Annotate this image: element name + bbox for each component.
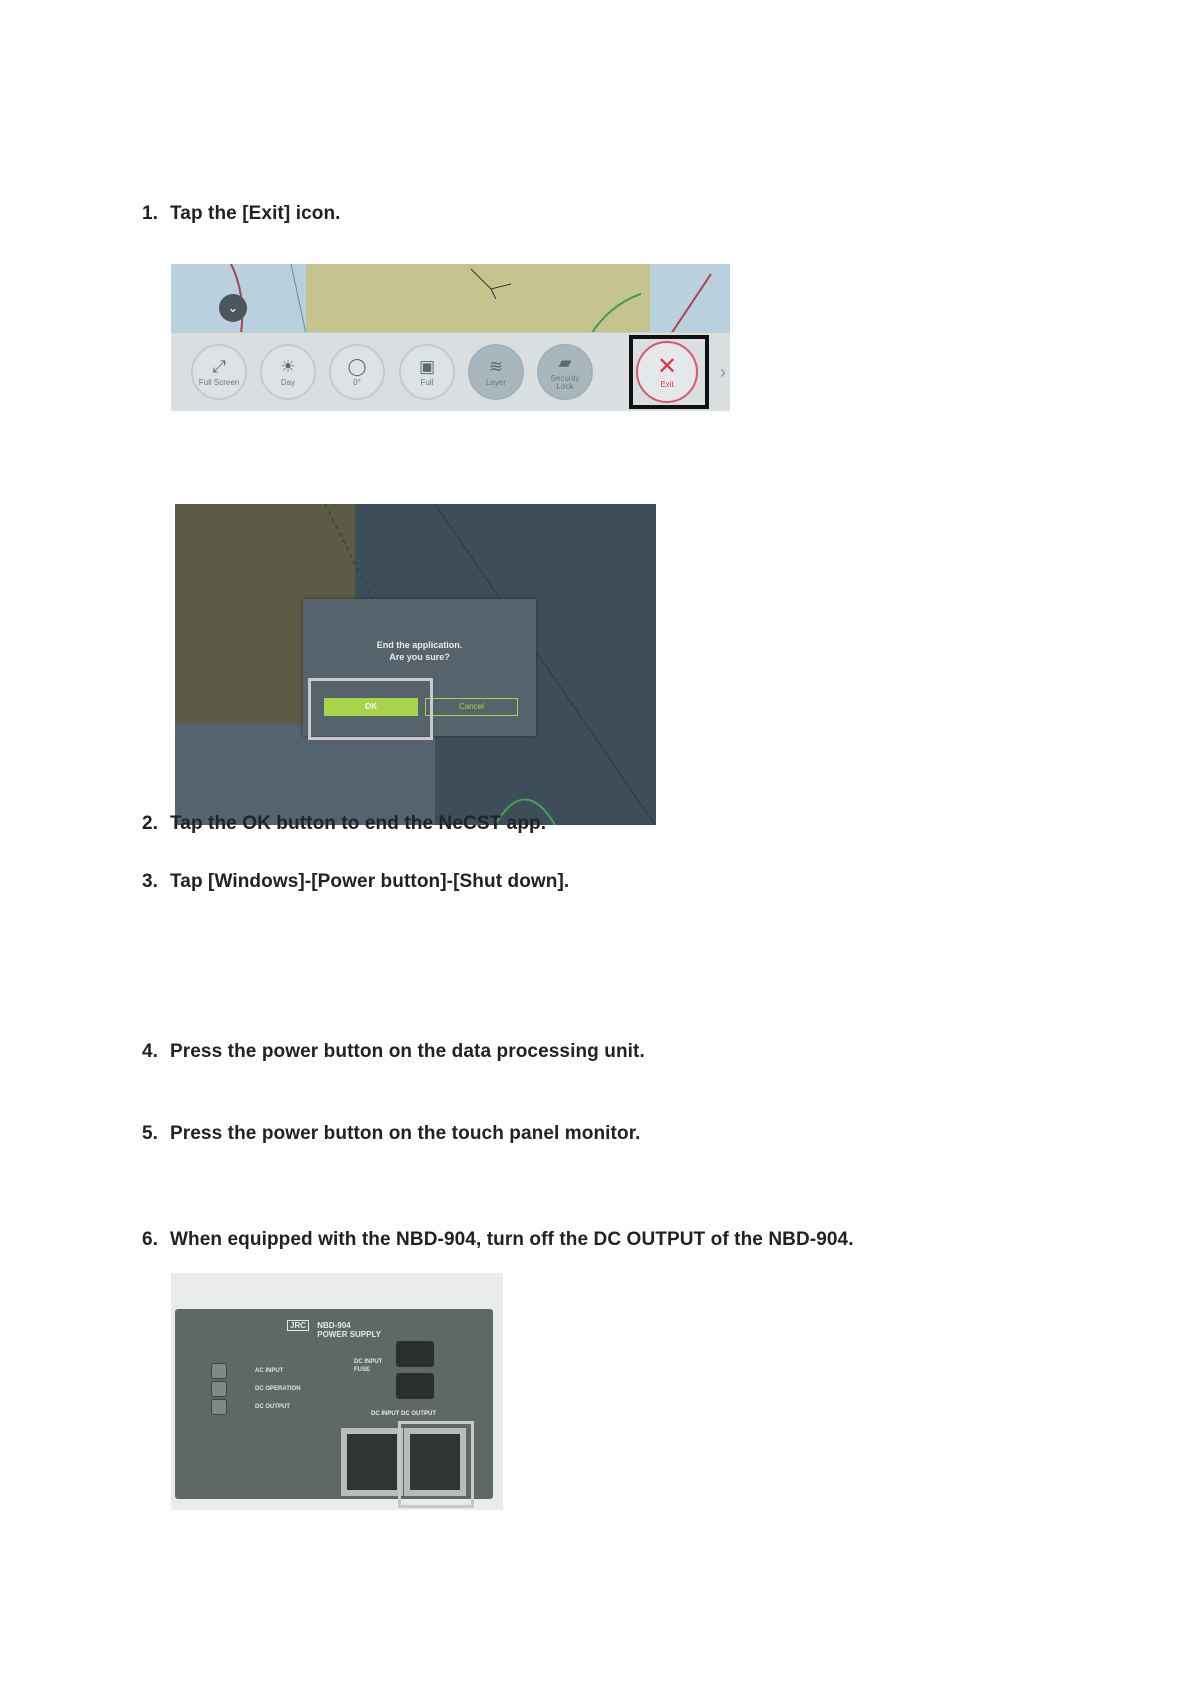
led-label: AC INPUT	[255, 1368, 284, 1374]
step-number: 4.	[142, 1041, 159, 1062]
model-name: NBD-904	[317, 1321, 351, 1330]
step-1	[142, 203, 341, 225]
button-label: Layer	[485, 377, 506, 387]
step-6	[142, 1229, 854, 1251]
device-brand-label	[287, 1321, 381, 1339]
layers-icon: ≋	[488, 356, 504, 376]
button-label: Security Lock	[550, 373, 580, 391]
ac-input-led	[211, 1363, 227, 1379]
step-text: Tap the [Exit] icon.	[170, 203, 341, 224]
fuse-label: DC INPUT FUSE	[354, 1359, 383, 1373]
button-label: Full Screen	[198, 377, 240, 387]
button-label: Day	[280, 377, 296, 387]
step-text: Tap [Windows]-[Power button]-[Shut down].	[170, 871, 570, 892]
fuse-holder	[396, 1373, 434, 1399]
step-number: 6.	[142, 1229, 159, 1250]
dc-operation-led	[211, 1381, 227, 1397]
power-supply-photo	[171, 1273, 503, 1510]
step-text: Press the power button on the touch panel monitor.	[170, 1123, 641, 1144]
led-label: DC OUTPUT	[255, 1404, 290, 1410]
button-label: 0°	[353, 377, 361, 387]
chart-toolbar-screenshot	[171, 264, 730, 411]
day-button[interactable]	[260, 344, 316, 400]
dialog-line-2: Are you sure?	[389, 652, 450, 662]
step-number: 2.	[142, 813, 159, 834]
chart-lines	[171, 264, 730, 334]
full-screen-button[interactable]	[191, 344, 247, 400]
dc-output-led	[211, 1399, 227, 1415]
exit-label: Exit	[660, 379, 674, 389]
dialog-message	[303, 639, 536, 663]
button-label: Full	[420, 377, 434, 387]
fullscreen-icon: ⤢	[212, 356, 226, 376]
step-text: Tap the OK button to end the NeCST app.	[170, 813, 547, 834]
dc-input-switch[interactable]	[341, 1428, 403, 1496]
security-lock-button[interactable]	[537, 344, 593, 400]
exit-dialog-screenshot	[175, 504, 656, 825]
exit-button[interactable]	[636, 341, 698, 403]
ok-highlight-frame	[308, 678, 433, 740]
sun-icon: ☀	[280, 356, 296, 376]
step-number: 5.	[142, 1123, 159, 1144]
step-number: 3.	[142, 871, 159, 892]
step-3	[142, 871, 569, 893]
truck-lock-icon: ▰	[558, 352, 572, 372]
rotation-button[interactable]	[329, 344, 385, 400]
layer-button[interactable]	[468, 344, 524, 400]
fuse-holder	[396, 1341, 434, 1367]
map-icon: ▣	[418, 356, 436, 376]
model-description: POWER SUPPLY	[317, 1330, 381, 1339]
dialog-line-1: End the application.	[376, 640, 463, 650]
ok-button[interactable]: OK	[324, 698, 418, 716]
step-4	[142, 1041, 645, 1063]
dc-output-highlight-frame	[398, 1421, 474, 1508]
full-display-button[interactable]	[399, 344, 455, 400]
led-label: DC OPERATION	[255, 1386, 301, 1392]
chevron-right-icon[interactable]: ›	[720, 362, 726, 382]
chevron-down-icon[interactable]: ⌄	[219, 294, 247, 322]
step-number: 1.	[142, 203, 159, 224]
step-2	[142, 813, 546, 835]
rotate-icon: ◯	[347, 356, 367, 376]
brand-logo: JRC	[287, 1320, 309, 1331]
cancel-button[interactable]: Cancel	[425, 698, 518, 716]
step-5	[142, 1123, 641, 1145]
step-text: When equipped with the NBD-904, turn off the DC OUTPUT of the NBD-904.	[170, 1229, 854, 1250]
close-icon: ✕	[656, 352, 678, 380]
step-text: Press the power button on the data processing unit.	[170, 1041, 645, 1062]
switch-labels: DC INPUT DC OUTPUT	[371, 1411, 436, 1417]
